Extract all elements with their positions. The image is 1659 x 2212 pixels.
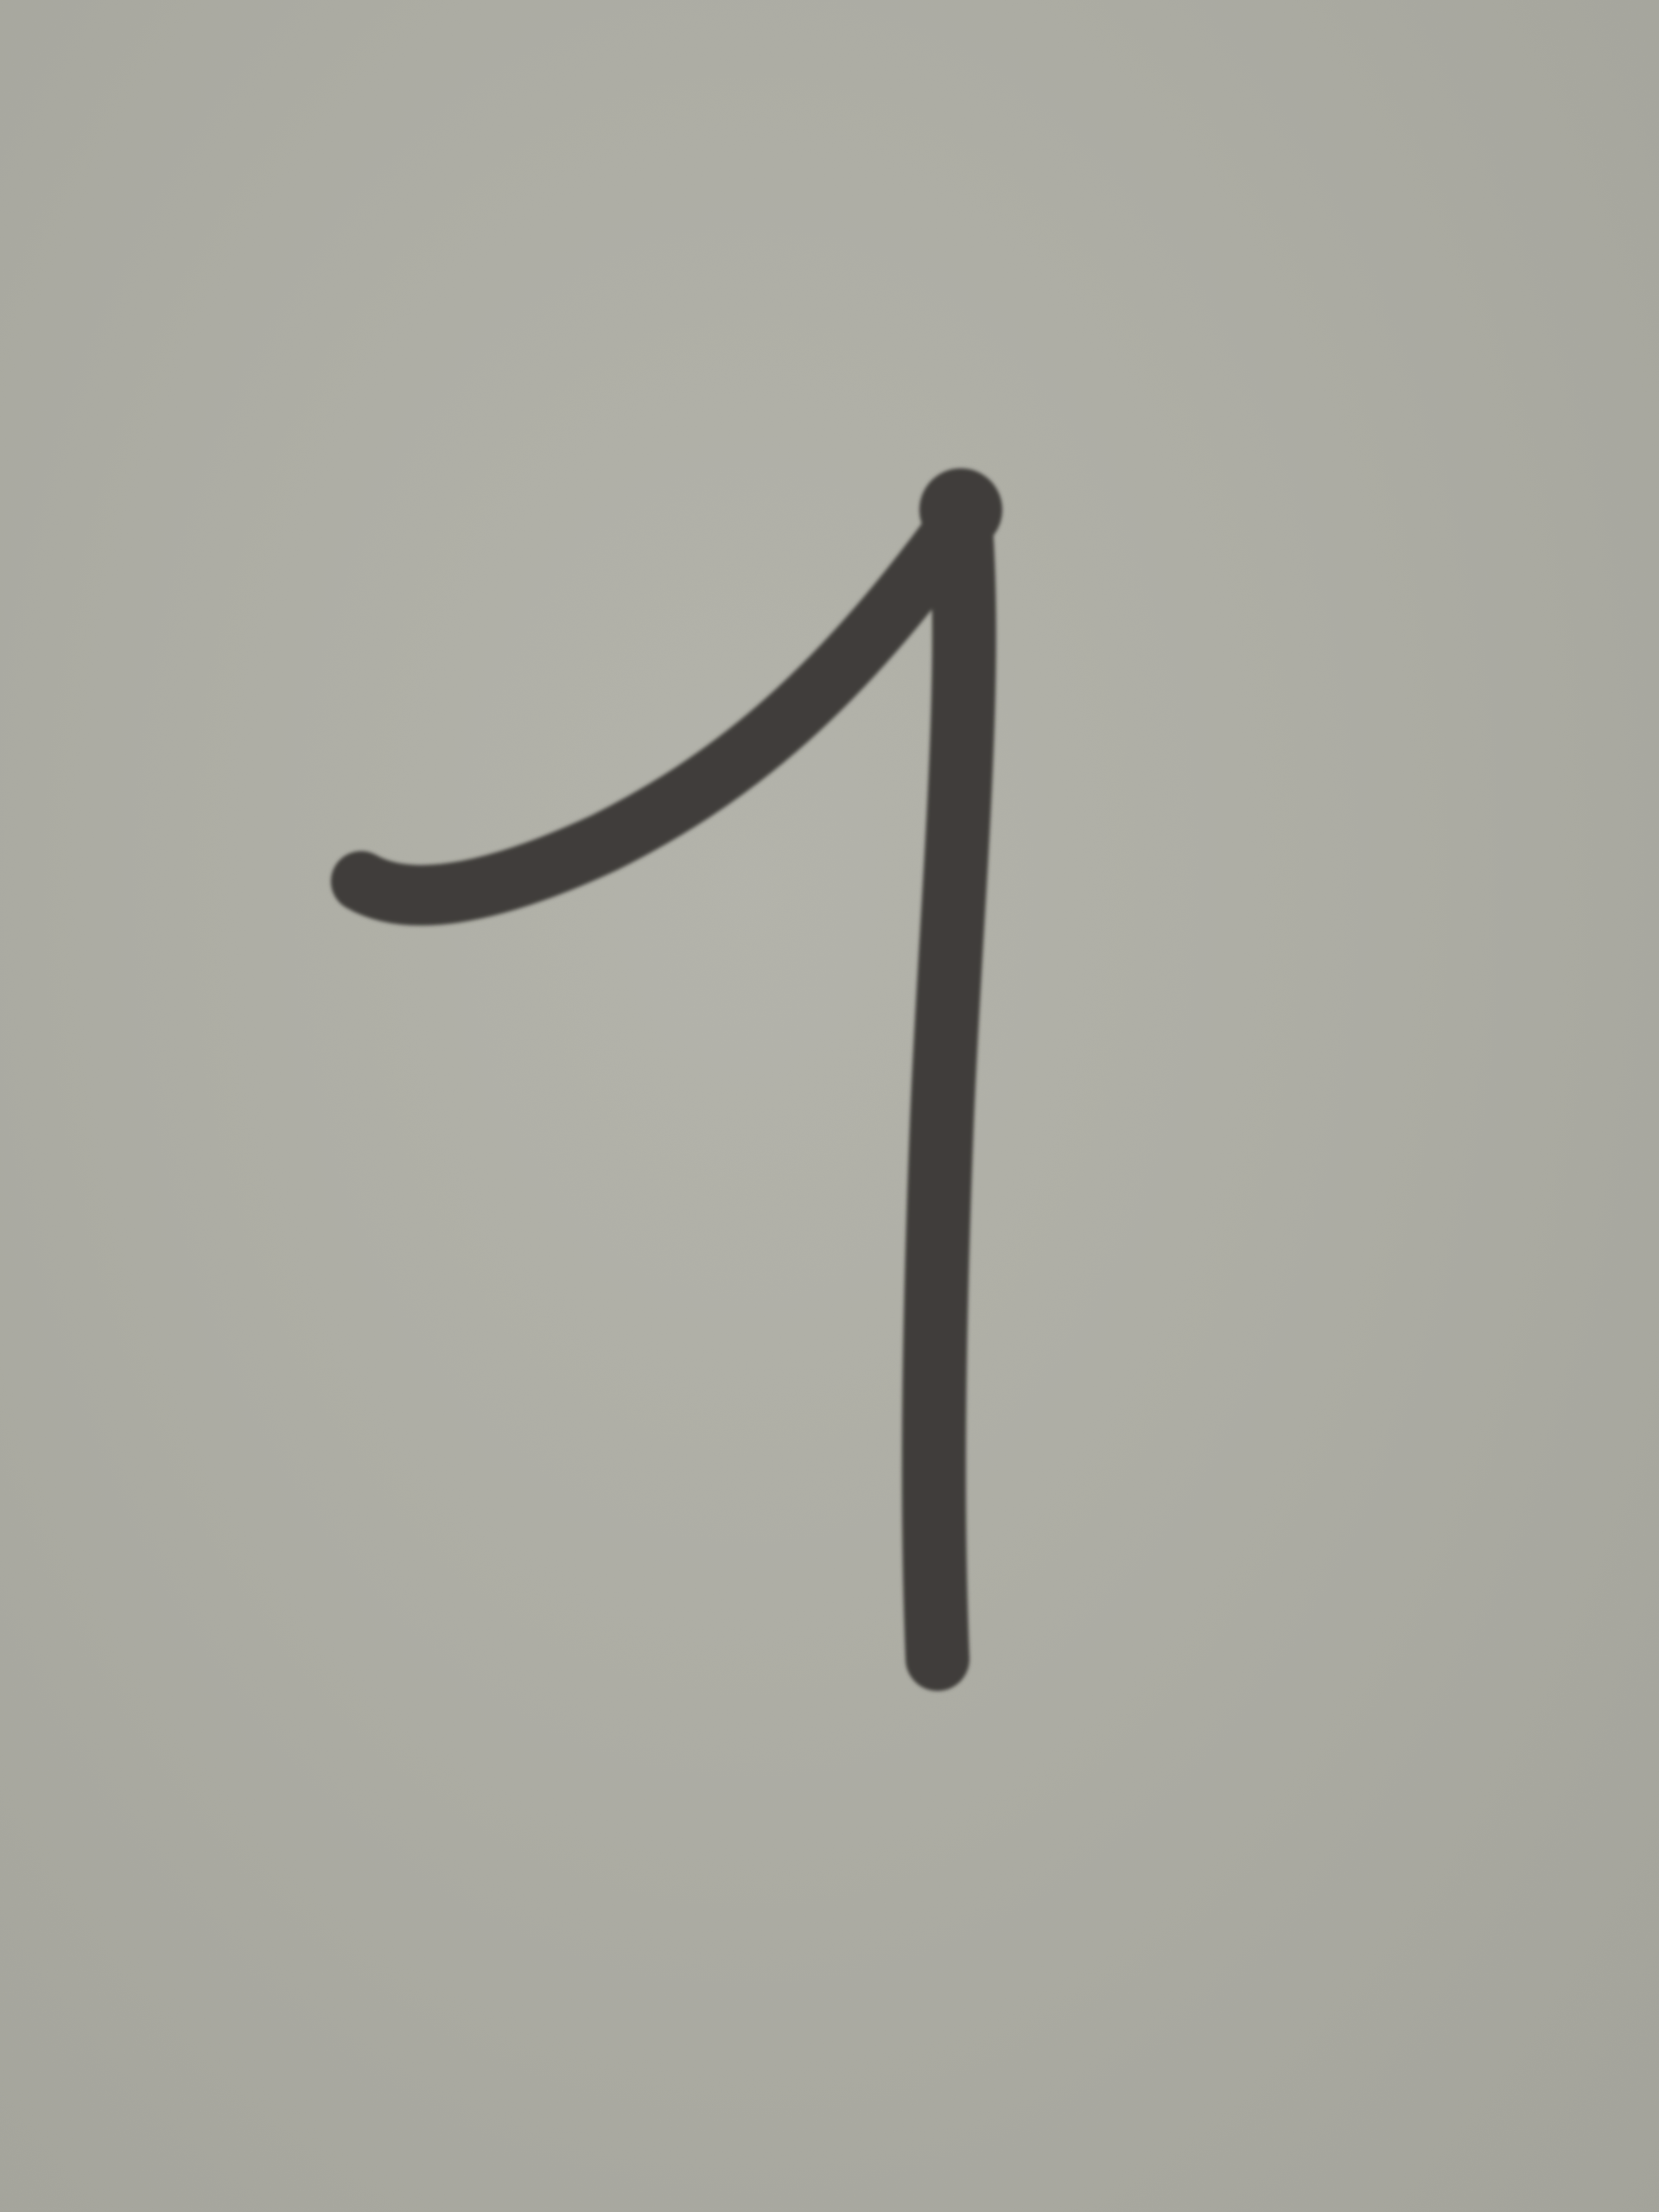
digit-top-joint (919, 468, 1002, 551)
digit-stem-stroke (934, 505, 964, 1659)
